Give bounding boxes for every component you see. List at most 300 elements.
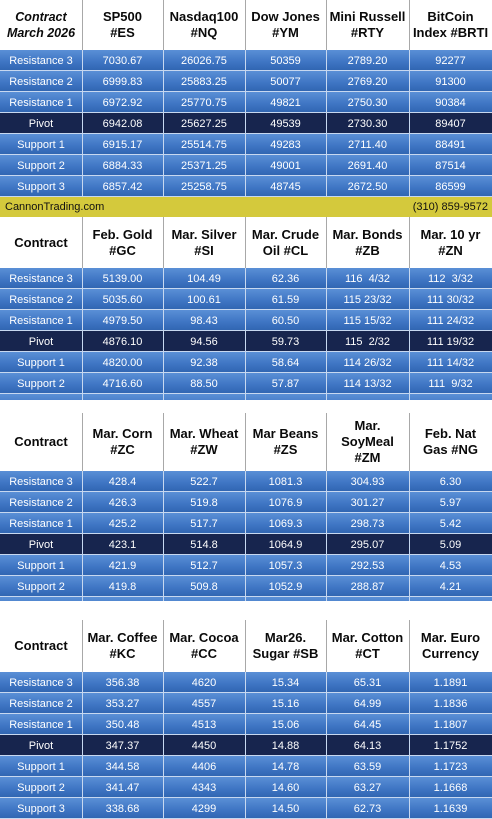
cell-divider bbox=[163, 471, 164, 492]
cell-divider bbox=[245, 798, 246, 819]
level-value: 509.8 bbox=[190, 580, 218, 593]
table-row bbox=[0, 113, 492, 134]
level-value: 7030.67 bbox=[102, 54, 143, 67]
row-label: Pivot bbox=[28, 538, 54, 551]
level-value: 25258.75 bbox=[181, 180, 227, 193]
table-row bbox=[0, 134, 492, 155]
cell-divider bbox=[326, 268, 327, 289]
level-value: 344.58 bbox=[105, 760, 140, 773]
cell-divider bbox=[245, 71, 246, 92]
cell-divider bbox=[82, 268, 83, 289]
cell-divider bbox=[326, 134, 327, 155]
table-row bbox=[0, 310, 492, 331]
row-label: Support 1 bbox=[17, 138, 65, 151]
row-label: Resistance 1 bbox=[9, 718, 73, 731]
level-value: 15.34 bbox=[271, 676, 300, 689]
row-label: Resistance 3 bbox=[9, 272, 73, 285]
level-value: 49821 bbox=[270, 96, 301, 109]
column-divider bbox=[245, 0, 246, 50]
level-value: 519.8 bbox=[190, 496, 218, 509]
cell-divider bbox=[82, 672, 83, 693]
row-label: Support 2 bbox=[17, 159, 65, 172]
level-value: 89407 bbox=[435, 117, 466, 130]
instrument-header: Feb. Gold #GC bbox=[92, 226, 153, 258]
instrument-header: SP500 #ES bbox=[102, 9, 143, 40]
table-row bbox=[0, 92, 492, 113]
level-value: 1.1891 bbox=[433, 676, 468, 689]
column-divider bbox=[245, 620, 246, 672]
cell-divider bbox=[326, 71, 327, 92]
cell-divider bbox=[163, 534, 164, 555]
level-value: 61.59 bbox=[271, 293, 300, 306]
cell-divider bbox=[326, 92, 327, 113]
cell-divider bbox=[245, 714, 246, 735]
table-row bbox=[0, 492, 492, 513]
row-divider bbox=[0, 196, 492, 197]
cell-divider bbox=[245, 534, 246, 555]
banner-site[interactable]: CannonTrading.com bbox=[5, 201, 105, 213]
level-value: 4450 bbox=[191, 739, 217, 752]
column-divider bbox=[163, 413, 164, 471]
section-spacer bbox=[0, 601, 492, 620]
row-label: Resistance 3 bbox=[9, 676, 73, 689]
row-label: Support 2 bbox=[17, 781, 65, 794]
level-value: 115 15/32 bbox=[343, 314, 392, 327]
table-row bbox=[0, 331, 492, 352]
level-value: 1052.9 bbox=[268, 580, 303, 593]
cell-divider bbox=[409, 373, 410, 394]
level-value: 25371.25 bbox=[181, 159, 227, 172]
cell-divider bbox=[163, 155, 164, 176]
cell-divider bbox=[245, 555, 246, 576]
cell-divider bbox=[245, 113, 246, 134]
instrument-header: Mini Russell #RTY bbox=[329, 9, 406, 40]
table-row bbox=[0, 777, 492, 798]
instrument-header: Feb. Nat Gas #NG bbox=[423, 426, 478, 457]
level-value: 2750.30 bbox=[347, 96, 388, 109]
instrument-header: Mar. Cotton #CT bbox=[331, 630, 404, 661]
level-value: 88491 bbox=[435, 138, 466, 151]
cell-divider bbox=[326, 492, 327, 513]
banner-phone: (310) 859-9572 bbox=[412, 201, 488, 213]
level-value: 353.27 bbox=[105, 697, 140, 710]
cell-divider bbox=[409, 113, 410, 134]
section-header bbox=[0, 620, 492, 672]
level-value: 49539 bbox=[270, 117, 301, 130]
level-value: 98.43 bbox=[190, 314, 218, 327]
column-divider bbox=[82, 413, 83, 471]
level-value: 114 26/32 bbox=[343, 356, 392, 369]
column-divider bbox=[409, 217, 410, 268]
level-value: 347.37 bbox=[105, 739, 140, 752]
level-value: 6915.17 bbox=[102, 138, 143, 151]
level-value: 522.7 bbox=[190, 475, 218, 488]
cell-divider bbox=[82, 471, 83, 492]
cell-divider bbox=[409, 672, 410, 693]
column-divider bbox=[326, 620, 327, 672]
level-value: 48745 bbox=[270, 180, 301, 193]
table-row bbox=[0, 50, 492, 71]
cell-divider bbox=[409, 534, 410, 555]
cell-divider bbox=[409, 268, 410, 289]
level-value: 2672.50 bbox=[347, 180, 388, 193]
row-label: Resistance 1 bbox=[9, 96, 73, 109]
level-value: 92277 bbox=[435, 54, 466, 67]
instrument-header: Mar. Coffee #KC bbox=[87, 630, 158, 661]
level-value: 1.1807 bbox=[433, 718, 468, 731]
level-value: 512.7 bbox=[190, 559, 218, 572]
level-value: 1081.3 bbox=[268, 475, 303, 488]
level-value: 116 4/32 bbox=[344, 272, 391, 285]
table-row bbox=[0, 555, 492, 576]
table-row bbox=[0, 735, 492, 756]
level-value: 341.47 bbox=[105, 781, 140, 794]
table-row bbox=[0, 373, 492, 394]
row-label: Pivot bbox=[28, 739, 54, 752]
level-value: 111 30/32 bbox=[426, 293, 475, 306]
cell-divider bbox=[409, 50, 410, 71]
cell-divider bbox=[163, 352, 164, 373]
level-value: 1076.9 bbox=[268, 496, 303, 509]
cell-divider bbox=[163, 331, 164, 352]
cell-divider bbox=[163, 492, 164, 513]
level-value: 91300 bbox=[435, 75, 466, 88]
level-value: 6884.33 bbox=[102, 159, 143, 172]
column-divider bbox=[409, 413, 410, 471]
cell-divider bbox=[326, 798, 327, 819]
level-value: 25627.25 bbox=[181, 117, 227, 130]
row-label: Support 3 bbox=[17, 802, 65, 815]
level-value: 25770.75 bbox=[181, 96, 227, 109]
contract-header: Contract bbox=[14, 638, 68, 653]
cell-divider bbox=[409, 289, 410, 310]
row-label: Resistance 2 bbox=[9, 697, 73, 710]
corner-header: Contract March 2026 bbox=[6, 10, 76, 40]
level-value: 115 23/32 bbox=[343, 293, 392, 306]
level-value: 111 9/32 bbox=[428, 377, 473, 390]
cell-divider bbox=[163, 693, 164, 714]
instrument-header: Mar. Cocoa #CC bbox=[169, 630, 239, 661]
level-value: 4820.00 bbox=[102, 356, 143, 369]
cell-divider bbox=[245, 331, 246, 352]
level-value: 4.53 bbox=[439, 559, 462, 572]
cell-divider bbox=[326, 113, 327, 134]
level-value: 114 13/32 bbox=[343, 377, 392, 390]
cell-divider bbox=[326, 331, 327, 352]
level-value: 6.30 bbox=[439, 475, 462, 488]
cell-divider bbox=[326, 176, 327, 197]
cell-divider bbox=[326, 534, 327, 555]
level-value: 62.73 bbox=[353, 802, 382, 815]
cell-divider bbox=[326, 373, 327, 394]
table-row bbox=[0, 798, 492, 819]
cell-divider bbox=[326, 513, 327, 534]
level-value: 100.61 bbox=[187, 293, 221, 306]
level-value: 5.09 bbox=[439, 538, 462, 551]
cell-divider bbox=[326, 756, 327, 777]
cell-divider bbox=[82, 714, 83, 735]
level-value: 6972.92 bbox=[102, 96, 143, 109]
level-value: 4343 bbox=[191, 781, 217, 794]
cell-divider bbox=[326, 714, 327, 735]
level-value: 115 2/32 bbox=[344, 335, 391, 348]
cell-divider bbox=[82, 113, 83, 134]
cell-divider bbox=[163, 798, 164, 819]
level-value: 514.8 bbox=[190, 538, 218, 551]
cell-divider bbox=[245, 492, 246, 513]
cell-divider bbox=[82, 693, 83, 714]
cell-divider bbox=[163, 373, 164, 394]
column-divider bbox=[163, 217, 164, 268]
cell-divider bbox=[409, 331, 410, 352]
level-value: 57.87 bbox=[271, 377, 300, 390]
row-label: Support 1 bbox=[17, 760, 65, 773]
level-value: 64.99 bbox=[353, 697, 382, 710]
level-value: 92.38 bbox=[190, 356, 218, 369]
column-divider bbox=[82, 0, 83, 50]
cell-divider bbox=[409, 310, 410, 331]
cell-divider bbox=[163, 134, 164, 155]
cell-divider bbox=[326, 555, 327, 576]
cell-divider bbox=[409, 513, 410, 534]
cell-divider bbox=[245, 50, 246, 71]
level-value: 1.1723 bbox=[433, 760, 468, 773]
column-divider bbox=[82, 620, 83, 672]
level-value: 2789.20 bbox=[347, 54, 388, 67]
level-value: 304.93 bbox=[350, 475, 385, 488]
instrument-header: Mar26. Sugar #SB bbox=[252, 630, 319, 661]
level-value: 4.21 bbox=[439, 580, 462, 593]
cell-divider bbox=[82, 756, 83, 777]
level-value: 15.16 bbox=[271, 697, 300, 710]
level-value: 94.56 bbox=[190, 335, 218, 348]
cell-divider bbox=[163, 50, 164, 71]
level-value: 5139.00 bbox=[102, 272, 143, 285]
cell-divider bbox=[409, 155, 410, 176]
cell-divider bbox=[82, 310, 83, 331]
cell-divider bbox=[409, 492, 410, 513]
row-label: Resistance 2 bbox=[9, 496, 73, 509]
level-value: 111 14/32 bbox=[426, 356, 475, 369]
cell-divider bbox=[409, 756, 410, 777]
level-value: 4557 bbox=[191, 697, 217, 710]
cell-divider bbox=[326, 693, 327, 714]
cell-divider bbox=[163, 92, 164, 113]
row-label: Pivot bbox=[28, 335, 54, 348]
cell-divider bbox=[82, 155, 83, 176]
cell-divider bbox=[82, 534, 83, 555]
section-header bbox=[0, 217, 492, 268]
level-value: 25514.75 bbox=[181, 138, 227, 151]
level-value: 59.73 bbox=[271, 335, 300, 348]
level-value: 4406 bbox=[191, 760, 217, 773]
level-value: 4876.10 bbox=[102, 335, 143, 348]
section-header bbox=[0, 0, 492, 50]
cell-divider bbox=[326, 471, 327, 492]
table-row bbox=[0, 714, 492, 735]
level-value: 64.45 bbox=[353, 718, 382, 731]
level-value: 50077 bbox=[270, 75, 301, 88]
cell-divider bbox=[163, 513, 164, 534]
cell-divider bbox=[326, 735, 327, 756]
cell-divider bbox=[82, 71, 83, 92]
cell-divider bbox=[163, 777, 164, 798]
row-label: Support 3 bbox=[17, 180, 65, 193]
table-row bbox=[0, 289, 492, 310]
cell-divider bbox=[409, 555, 410, 576]
cell-divider bbox=[326, 576, 327, 597]
table-row bbox=[0, 268, 492, 289]
level-value: 63.27 bbox=[353, 781, 382, 794]
level-value: 1.1668 bbox=[433, 781, 468, 794]
cell-divider bbox=[82, 92, 83, 113]
level-value: 111 24/32 bbox=[426, 314, 475, 327]
level-value: 5035.60 bbox=[102, 293, 143, 306]
contract-header: Contract bbox=[14, 434, 68, 449]
cell-divider bbox=[326, 672, 327, 693]
column-divider bbox=[163, 0, 164, 50]
column-divider bbox=[326, 413, 327, 471]
cell-divider bbox=[82, 289, 83, 310]
row-label: Resistance 3 bbox=[9, 54, 73, 67]
cell-divider bbox=[82, 50, 83, 71]
level-value: 64.13 bbox=[353, 739, 382, 752]
instrument-header: Mar. SoyMeal #ZM bbox=[341, 418, 394, 465]
table-row bbox=[0, 176, 492, 197]
cell-divider bbox=[163, 268, 164, 289]
cell-divider bbox=[163, 735, 164, 756]
cell-divider bbox=[163, 289, 164, 310]
row-label: Support 2 bbox=[17, 580, 65, 593]
cell-divider bbox=[163, 113, 164, 134]
column-divider bbox=[326, 0, 327, 50]
level-value: 295.07 bbox=[350, 538, 385, 551]
level-value: 26026.75 bbox=[181, 54, 227, 67]
row-label: Resistance 1 bbox=[9, 314, 73, 327]
banner-bar bbox=[0, 197, 492, 217]
cell-divider bbox=[409, 777, 410, 798]
cell-divider bbox=[326, 310, 327, 331]
level-value: 65.31 bbox=[353, 676, 382, 689]
level-value: 1064.9 bbox=[268, 538, 303, 551]
cell-divider bbox=[245, 373, 246, 394]
instrument-header: Nasdaq100 #NQ bbox=[169, 9, 239, 40]
row-label: Support 2 bbox=[17, 377, 65, 390]
cell-divider bbox=[409, 92, 410, 113]
level-value: 292.53 bbox=[350, 559, 385, 572]
level-value: 104.49 bbox=[187, 272, 221, 285]
instrument-header: Mar. Wheat #ZW bbox=[169, 426, 239, 457]
level-value: 49001 bbox=[270, 159, 301, 172]
level-value: 2769.20 bbox=[347, 75, 388, 88]
cell-divider bbox=[326, 50, 327, 71]
instrument-header: Mar Beans #ZS bbox=[252, 426, 319, 457]
level-value: 4620 bbox=[191, 676, 217, 689]
cell-divider bbox=[245, 310, 246, 331]
cell-divider bbox=[326, 289, 327, 310]
row-label: Pivot bbox=[28, 117, 54, 130]
level-value: 111 19/32 bbox=[426, 335, 475, 348]
level-value: 60.50 bbox=[271, 314, 300, 327]
level-value: 14.60 bbox=[271, 781, 300, 794]
cell-divider bbox=[409, 798, 410, 819]
row-label: Resistance 3 bbox=[9, 475, 73, 488]
instrument-header: Mar. Bonds #ZB bbox=[332, 226, 403, 258]
row-label: Support 1 bbox=[17, 356, 65, 369]
level-value: 356.38 bbox=[105, 676, 140, 689]
row-label: Resistance 2 bbox=[9, 293, 73, 306]
row-label: Support 1 bbox=[17, 559, 65, 572]
row-label: Resistance 2 bbox=[9, 75, 73, 88]
cell-divider bbox=[245, 92, 246, 113]
table-row bbox=[0, 513, 492, 534]
cell-divider bbox=[245, 672, 246, 693]
level-value: 5.42 bbox=[439, 517, 462, 530]
cell-divider bbox=[82, 331, 83, 352]
section-header bbox=[0, 413, 492, 471]
cell-divider bbox=[245, 735, 246, 756]
level-value: 49283 bbox=[270, 138, 301, 151]
level-value: 1069.3 bbox=[268, 517, 303, 530]
level-value: 4979.50 bbox=[102, 314, 143, 327]
level-value: 350.48 bbox=[105, 718, 140, 731]
level-value: 5.97 bbox=[439, 496, 462, 509]
level-value: 2711.40 bbox=[348, 138, 387, 151]
level-value: 25883.25 bbox=[181, 75, 227, 88]
table-row bbox=[0, 155, 492, 176]
table-row bbox=[0, 756, 492, 777]
cell-divider bbox=[82, 134, 83, 155]
cell-divider bbox=[163, 576, 164, 597]
cell-divider bbox=[163, 555, 164, 576]
cell-divider bbox=[245, 134, 246, 155]
column-divider bbox=[326, 217, 327, 268]
level-value: 112 3/32 bbox=[427, 272, 474, 285]
table-row bbox=[0, 471, 492, 492]
level-value: 423.1 bbox=[108, 538, 137, 551]
cell-divider bbox=[163, 310, 164, 331]
level-value: 15.06 bbox=[271, 718, 300, 731]
level-value: 62.36 bbox=[271, 272, 300, 285]
table-row bbox=[0, 576, 492, 597]
level-value: 88.50 bbox=[190, 377, 218, 390]
column-divider bbox=[409, 0, 410, 50]
level-value: 58.64 bbox=[271, 356, 300, 369]
level-value: 1.1752 bbox=[433, 739, 468, 752]
cell-divider bbox=[82, 777, 83, 798]
cell-divider bbox=[409, 735, 410, 756]
level-value: 14.78 bbox=[271, 760, 300, 773]
level-value: 428.4 bbox=[108, 475, 137, 488]
cell-divider bbox=[245, 576, 246, 597]
instrument-header: Mar. Euro Currency bbox=[420, 630, 481, 661]
cell-divider bbox=[245, 777, 246, 798]
cell-divider bbox=[326, 155, 327, 176]
cell-divider bbox=[409, 134, 410, 155]
level-value: 2730.30 bbox=[347, 117, 388, 130]
level-value: 288.87 bbox=[350, 580, 385, 593]
cell-divider bbox=[409, 176, 410, 197]
table-row bbox=[0, 672, 492, 693]
instrument-header: Dow Jones #YM bbox=[251, 9, 320, 40]
cell-divider bbox=[409, 352, 410, 373]
instrument-header: BitCoin Index #BRTI bbox=[412, 9, 489, 40]
cell-divider bbox=[163, 714, 164, 735]
table-row bbox=[0, 352, 492, 373]
column-divider bbox=[82, 217, 83, 268]
column-divider bbox=[163, 620, 164, 672]
column-divider bbox=[245, 217, 246, 268]
